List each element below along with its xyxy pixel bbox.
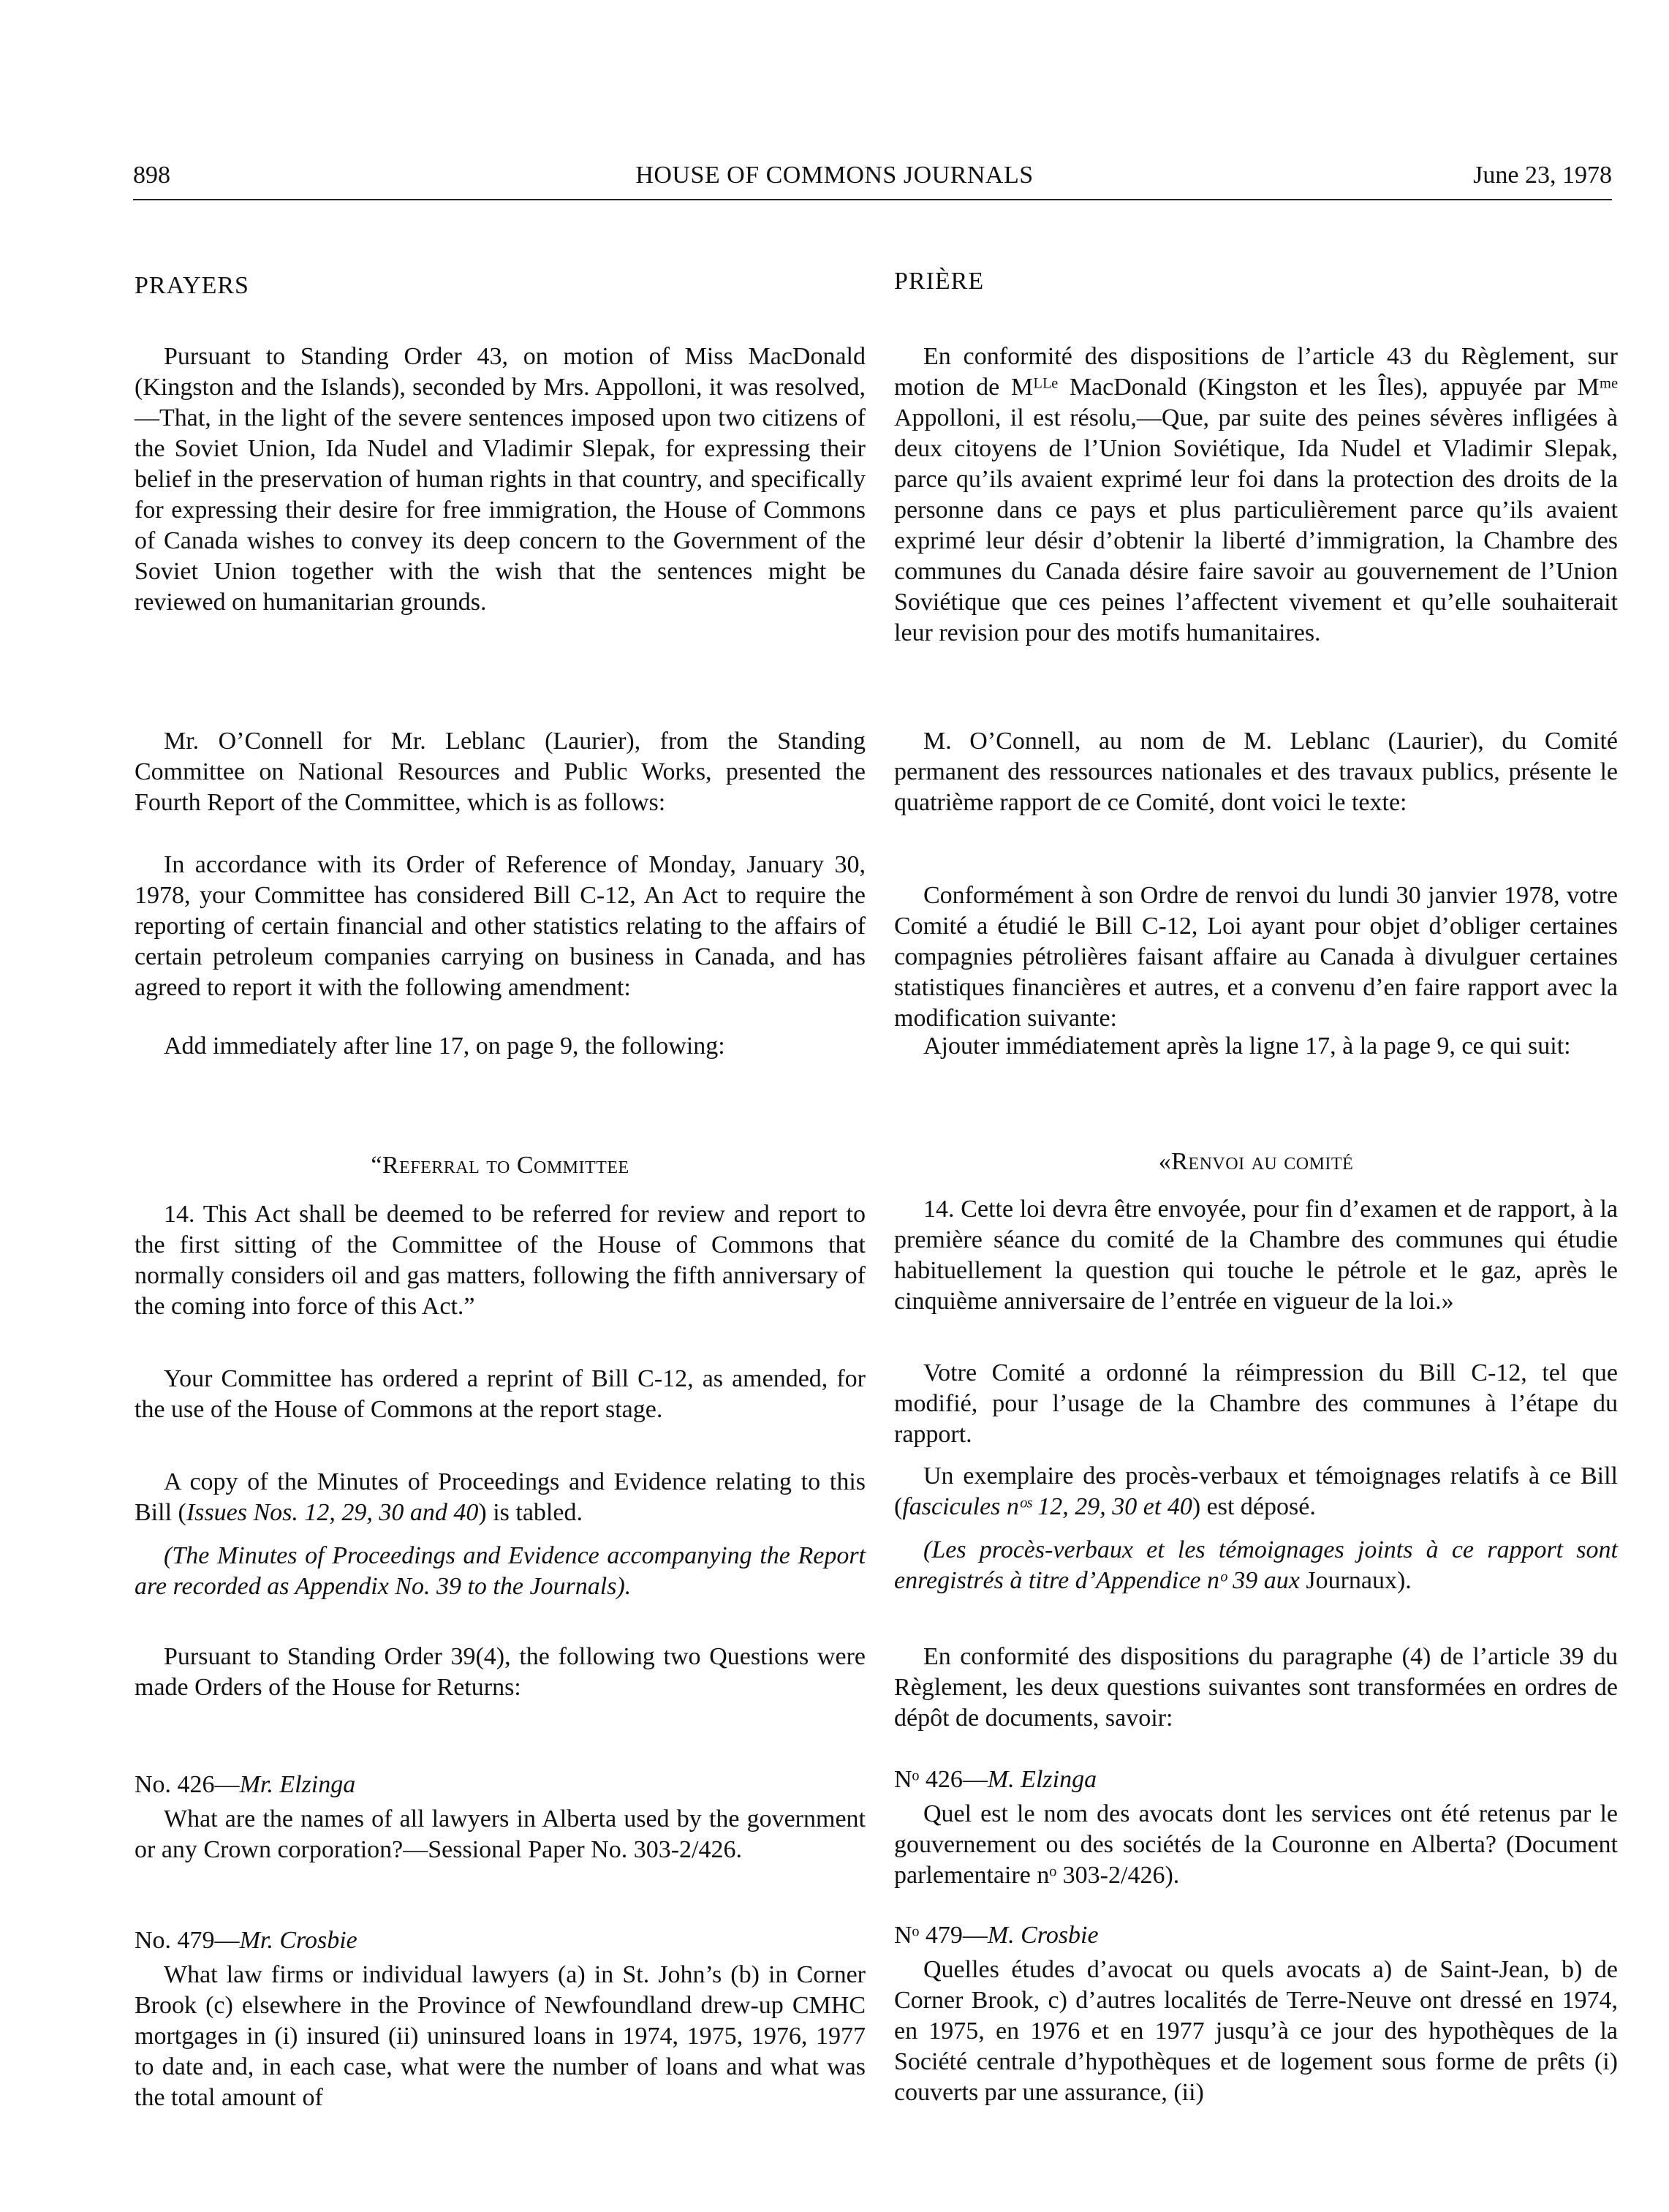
appendix-note-en: (The Minutes of Proceedings and Evidence accompanying the Report are recorded as Appendix No. 39 to the Journals). xyxy=(135,1542,866,1600)
report-body-en: In accordance with its Order of Reference of Monday, January 30, 1978, your Committee has considered Bill C-12, An Act to require the reporting of certain financial and other statistics relating to the affairs of certain petroleum companies carrying on business in Canada, and has agreed to report it with the following amendment: xyxy=(135,851,866,1001)
prayers-heading-en: PRAYERS xyxy=(135,272,249,299)
amendment-intro-en: Add immediately after line 17, on page 9, the following: xyxy=(164,1033,725,1060)
report-intro-fr: M. O’Connell, au nom de M. Leblanc (Laurier), du Comité permanent des ressources nationales et des travaux publics, présente le quatrième rapport de ce Comité, dont voici le texte: xyxy=(894,728,1618,816)
prayers-heading-fr: PRIÈRE xyxy=(894,268,985,295)
question-479-heading-en: No. 479—Mr. Crosbie xyxy=(135,1927,357,1954)
question-426-text-en: What are the names of all lawyers in Alberta used by the government or any Crown corporation?—Sessional Paper No. 303-2/426. xyxy=(135,1805,866,1863)
reprint-fr: Votre Comité a ordonné la réimpression du Bill C-12, tel que modifié, pour l’usage de la Chambre des communes à l’étape du rapport. xyxy=(894,1359,1618,1448)
question-479-heading-fr: Nᵒ 479—M. Crosbie xyxy=(894,1922,1099,1949)
journal-title: HOUSE OF COMMONS JOURNALS xyxy=(635,162,1034,189)
report-body-fr: Conformément à son Ordre de renvoi du lundi 30 janvier 1978, votre Comité a étudié le Bill C-12, Loi ayant pour objet d’obliger certaines compagnies pétrolières faisant affaire au Canada à divulguer certaines statistiques financières et autres, et a convenu d’en faire rapport avec la modification suivante: xyxy=(894,882,1618,1032)
amendment-intro-fr: Ajouter immédiatement après la ligne 17, à la page 9, ce qui suit: xyxy=(923,1033,1571,1060)
header-rule xyxy=(133,199,1612,200)
motion-en: Pursuant to Standing Order 43, on motion of Miss MacDonald (Kingston and the Islands), seconded by Mrs. Appolloni, it was resolved,—That, in the light of the severe sentences imposed upon two citizens of the Soviet Union, Ida Nudel and Vladimir Slepak, for expressing their belief in the preservation of human rights in that country, and specifically for expressing their desire for free immigration, the House of Commons of Canada wishes to convey its deep concern to the Government of the Soviet Union together with the wish that the sentences might be reviewed on humanitarian grounds. xyxy=(135,343,866,616)
questions-intro-en: Pursuant to Standing Order 39(4), the following two Questions were made Orders of the House for Returns: xyxy=(135,1643,866,1701)
referral-heading-fr: «Renvoi au comité xyxy=(1158,1148,1354,1175)
motion-fr: En conformité des dispositions de l’article 43 du Règlement, sur motion de Mᴸᴸᵉ MacDonald (Kingston et les Îles), appuyée par Mᵐᵉ Appolloni, il est résolu,—Que, par suite des peines sévères infligées à deux citoyens de l’Union Soviétique, Ida Nudel et Vladimir Slepak, parce qu’ils avaient exprimé leur foi dans la protection des droits de la personne dans ce pays et plus particulièrement parce qu’ils avaient exprimé leur désir d’obtenir la liberté d’immigration, la Chambre des communes du Canada désire faire savoir au gouvernement de l’Union Soviétique que ces peines l’affectent vivement et qu’elle souhaiterait leur revision pour des motifs humanitaires. xyxy=(894,343,1618,646)
clause-14-en: 14. This Act shall be deemed to be referred for review and report to the first sitting of the Committee of the House of Commons that normally considers oil and gas matters, following the fifth anniversary of the coming into force of this Act.” xyxy=(135,1201,866,1320)
reprint-en: Your Committee has ordered a reprint of Bill C-12, as amended, for the use of the House of Commons at the report stage. xyxy=(135,1365,866,1423)
question-479-text-en: What law firms or individual lawyers (a) in St. John’s (b) in Corner Brook (c) elsewhere in the Province of Newfoundland drew-up CMHC mortgages in (i) insured (ii) uninsured loans in 1974, 1975, 1976, 1977 to date and, in each case, what were the number of loans and what was the total amount of xyxy=(135,1961,866,2111)
minutes-copy-fr: Un exemplaire des procès-verbaux et témoignages relatifs à ce Bill (fascicules nᵒˢ 12, 29, 30 et 40) est déposé. xyxy=(894,1462,1618,1520)
referral-heading-en: “Referral to Committee xyxy=(371,1152,629,1179)
page-date: June 23, 1978 xyxy=(1473,162,1612,189)
question-426-text-fr: Quel est le nom des avocats dont les services ont été retenus par le gouvernement ou des sociétés de la Couronne en Alberta? (Document parlementaire nᵒ 303-2/426). xyxy=(894,1800,1618,1889)
minutes-copy-en: A copy of the Minutes of Proceedings and Evidence relating to this Bill (Issues Nos. 12, 29, 30 and 40) is tabled. xyxy=(135,1468,866,1526)
appendix-note-fr: (Les procès-verbaux et les témoignages joints à ce rapport sont enregistrés à titre d’Appendice nᵒ 39 aux Journaux). xyxy=(894,1536,1618,1594)
question-426-heading-fr: Nᵒ 426—M. Elzinga xyxy=(894,1766,1097,1793)
question-426-heading-en: No. 426—Mr. Elzinga xyxy=(135,1771,356,1798)
question-479-text-fr: Quelles études d’avocat ou quels avocats a) de Saint-Jean, b) de Corner Brook, c) d’autres localités de Terre-Neuve ont dressé en 1974, en 1975, en 1976 et en 1977 jusqu’à ce jour des hypothèques de la Société centrale d’hypothèques et de logement sous forme de prêts (i) couverts par une assurance, (ii) xyxy=(894,1956,1618,2106)
report-intro-en: Mr. O’Connell for Mr. Leblanc (Laurier), from the Standing Committee on National Resources and Public Works, presented the Fourth Report of the Committee, which is as follows: xyxy=(135,728,866,816)
questions-intro-fr: En conformité des dispositions du paragraphe (4) de l’article 39 du Règlement, les deux questions suivantes sont transformées en ordres de dépôt de documents, savoir: xyxy=(894,1643,1618,1732)
clause-14-fr: 14. Cette loi devra être envoyée, pour fin d’examen et de rapport, à la première séance du comité de la Chambre des communes qui étudie habituellement la question qui touche le pétrole et le gaz, après le cinquième anniversaire de l’entrée en vigueur de la loi.» xyxy=(894,1196,1618,1315)
page-number: 898 xyxy=(133,162,170,189)
